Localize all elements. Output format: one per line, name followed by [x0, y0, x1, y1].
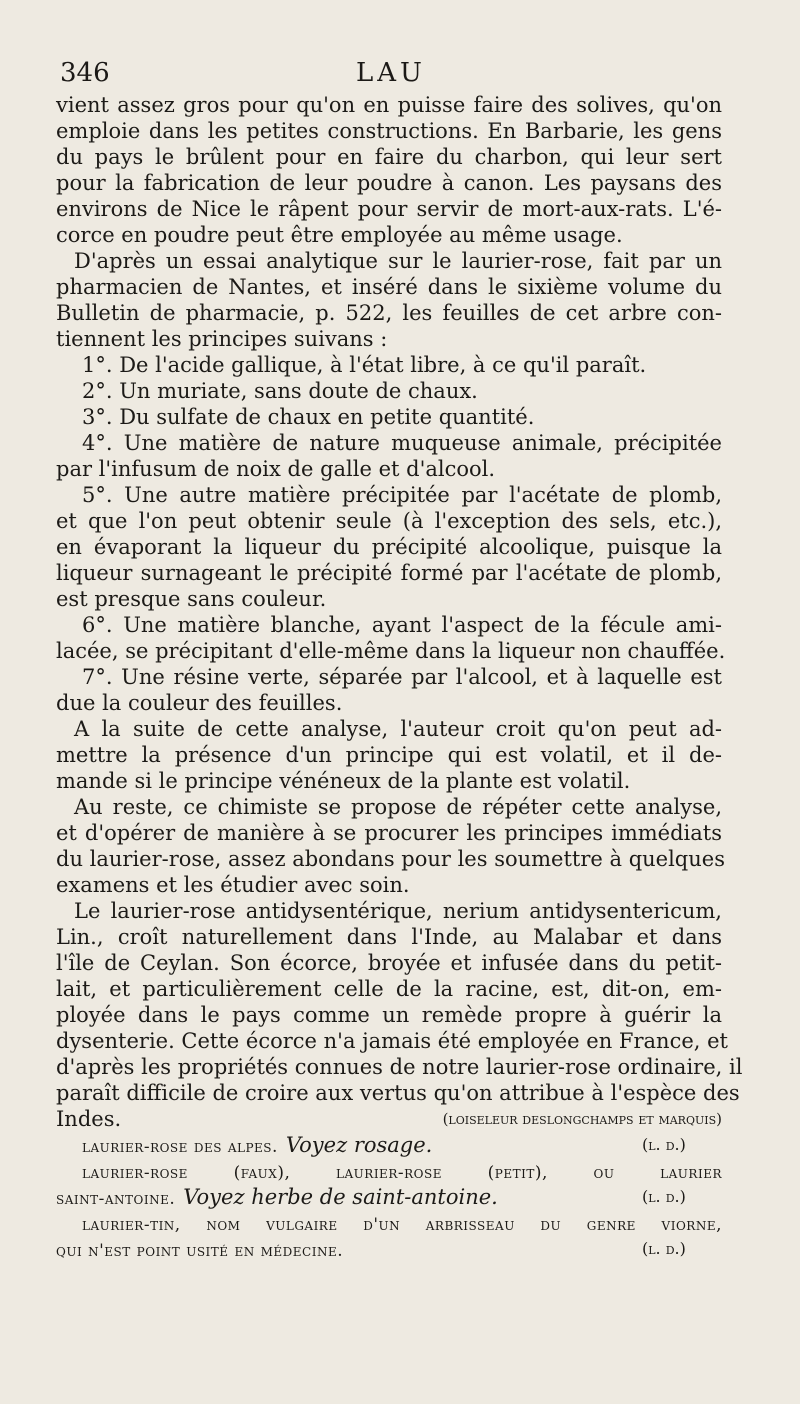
text-line: paraît difficile de croire aux vertus qu'on attribue à l'espèce des — [56, 1081, 740, 1105]
text-line: lait, et particulièrement celle de la racine, est, dit-on, em- — [56, 977, 722, 1001]
entry-line — [56, 1184, 722, 1210]
text-line: liqueur surnageant le précipité formé par l'acétate de plomb, — [56, 561, 722, 585]
text-line: due la couleur des feuilles. — [56, 691, 343, 715]
text-line: 1°. De l'acide gallique, à l'état libre, à ce qu'il paraît. — [82, 353, 647, 377]
text-line: 4°. Une matière de nature muqueuse animale, précipitée — [82, 431, 722, 455]
text-line: D'après un essai analytique sur le laurier-rose, fait par un — [74, 249, 722, 273]
author-initials: (l. d.) — [642, 1135, 686, 1154]
text-line: ployée dans le pays comme un remède propre à guérir la — [56, 1003, 722, 1027]
text-line: 6°. Une matière blanche, ayant l'aspect de la fécule ami- — [82, 613, 722, 637]
entry-line — [56, 1236, 722, 1262]
text-line: d'après les propriétés connues de notre laurier-rose ordinaire, il — [56, 1055, 743, 1079]
text-line: Le laurier-rose antidysentérique, nerium antidysentericum, — [74, 899, 722, 923]
text-line: A la suite de cette analyse, l'auteur croit qu'on peut ad- — [74, 717, 722, 741]
text-line: Au reste, ce chimiste se propose de répéter cette analyse, — [74, 795, 722, 819]
entry-head: laurier-rose des alpes. — [82, 1137, 278, 1157]
paragraph-lines — [56, 92, 743, 1106]
entry-line — [56, 1158, 722, 1184]
page-header — [60, 58, 722, 92]
text-line: tiennent les principes suivans : — [56, 327, 388, 351]
closing-line — [56, 1106, 722, 1132]
cross-reference: Voyez rosage. — [285, 1133, 433, 1157]
cross-reference: Voyez herbe de saint-antoine. — [183, 1185, 498, 1209]
entry-head: saint-antoine. — [56, 1189, 176, 1209]
text-line: mande si le principe vénéneux de la plante est volatil. — [56, 769, 631, 793]
text-line: 2°. Un muriate, sans doute de chaux. — [82, 379, 478, 403]
text-line: est presque sans couleur. — [56, 587, 327, 611]
text-line: 3°. Du sulfate de chaux en petite quantité. — [82, 405, 535, 429]
entry-line — [56, 1210, 722, 1236]
text-line: dysenterie. Cette écorce n'a jamais été employée en France, et — [56, 1029, 728, 1053]
running-title: LAU — [356, 58, 426, 88]
source-attribution: (loiseleur deslongchamps et marquis) — [442, 1110, 722, 1128]
text-line: examens et les étudier avec soin. — [56, 873, 410, 897]
text-line: corce en poudre peut être employée au même usage. — [56, 223, 623, 247]
closing-word: Indes. — [56, 1107, 122, 1131]
entry-head: qui n'est point usité en médecine. — [56, 1241, 344, 1261]
text-line: emploie dans les petites constructions. En Barbarie, les gens — [56, 119, 722, 143]
text-line: et d'opérer de manière à se procurer les principes immédiats — [56, 821, 722, 845]
text-line: du pays le brûlent pour en faire du charbon, qui leur sert — [56, 145, 722, 169]
text-line: du laurier-rose, assez abondans pour les soumettre à quelques — [56, 847, 725, 871]
author-initials: (l. d.) — [642, 1239, 686, 1258]
entry-line — [56, 1132, 722, 1158]
entry-head: laurier-rose (faux), laurier-rose (petit), ou laurier — [82, 1163, 722, 1183]
text-line: pour la fabrication de leur poudre à canon. Les paysans des — [56, 171, 722, 195]
page-number: 346 — [60, 58, 110, 88]
text-line: 7°. Une résine verte, séparée par l'alcool, et à laquelle est — [82, 665, 722, 689]
dictionary-entries — [56, 1132, 722, 1262]
text-line: lacée, se précipitant d'elle-même dans la liqueur non chauffée. — [56, 639, 726, 663]
text-line: et que l'on peut obtenir seule (à l'exception des sels, etc.), — [56, 509, 722, 533]
text-line: par l'infusum de noix de galle et d'alcool. — [56, 457, 496, 481]
text-line: pharmacien de Nantes, et inséré dans le sixième volume du — [56, 275, 722, 299]
text-line: environs de Nice le râpent pour servir de mort-aux-rats. L'é- — [56, 197, 722, 221]
text-line: l'île de Ceylan. Son écorce, broyée et infusée dans du petit- — [56, 951, 722, 975]
entry-head: laurier-tin, nom vulgaire d'un arbrisseau du genre viorne, — [82, 1215, 722, 1235]
text-line: en évaporant la liqueur du précipité alcoolique, puisque la — [56, 535, 722, 559]
body-text — [56, 92, 743, 1262]
text-line: mettre la présence d'un principe qui est volatil, et il de- — [56, 743, 722, 767]
text-line: vient assez gros pour qu'on en puisse faire des solives, qu'on — [56, 93, 722, 117]
text-line: Bulletin de pharmacie, p. 522, les feuilles de cet arbre con- — [56, 301, 722, 325]
text-line: 5°. Une autre matière précipitée par l'acétate de plomb, — [82, 483, 722, 507]
author-initials: (l. d.) — [642, 1187, 686, 1206]
text-line: Lin., croît naturellement dans l'Inde, au Malabar et dans — [56, 925, 722, 949]
